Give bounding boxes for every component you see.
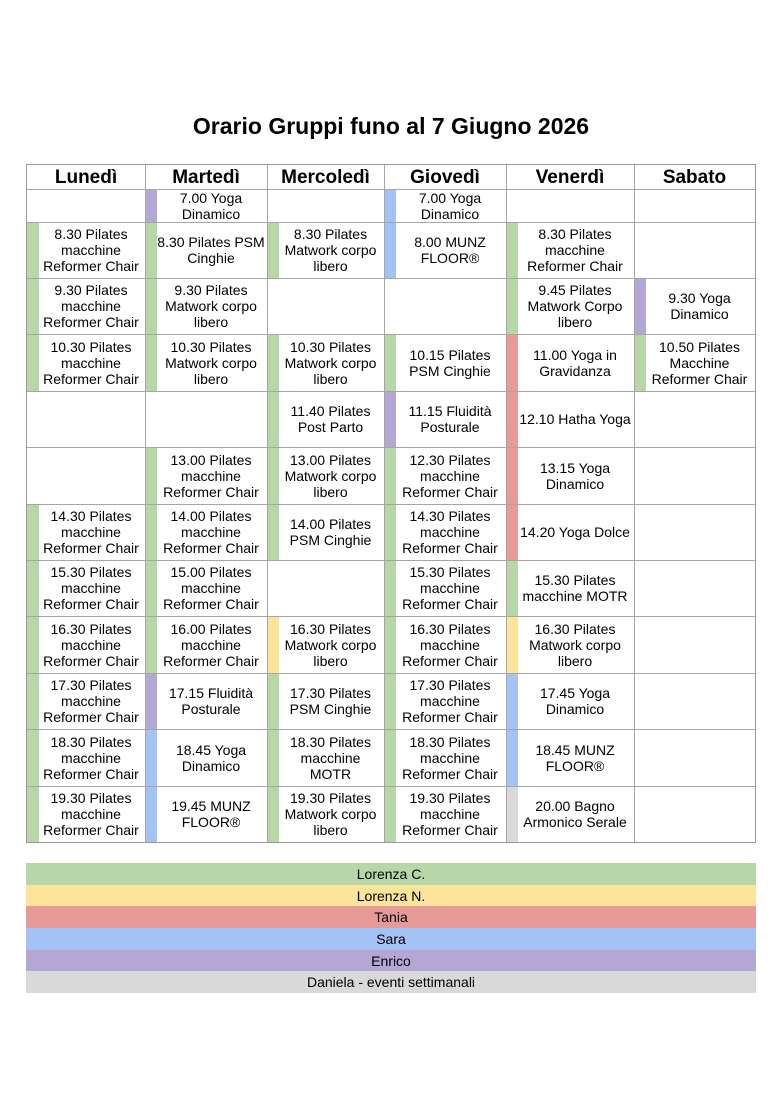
instructor-color-stripe — [384, 189, 396, 222]
row-divider — [27, 189, 755, 190]
class-label: 15.30 Pilates macchine Reformer Chair — [43, 564, 139, 612]
class-slot — [506, 222, 634, 278]
instructor-color-stripe — [27, 504, 39, 560]
class-label: 7.00 Yoga Dinamico — [418, 189, 482, 222]
instructor-color-stripe — [145, 334, 157, 391]
class-slot — [506, 673, 634, 729]
class-label: 11.40 Pilates Post Parto — [290, 403, 371, 435]
day-header: Lunedì — [54, 166, 118, 188]
instructor-color-stripe — [145, 673, 157, 729]
instructor-color-stripe — [384, 673, 396, 729]
instructor-color-stripe — [145, 447, 157, 504]
instructor-color-stripe — [145, 504, 157, 560]
instructor-color-stripe — [145, 560, 157, 616]
instructor-color-stripe — [506, 278, 518, 334]
row-divider — [27, 729, 755, 730]
class-label: 16.30 Pilates macchine Reformer Chair — [43, 620, 139, 669]
class-slot — [145, 786, 267, 842]
class-label: 10.15 Pilates PSM Cinghie — [409, 346, 491, 379]
instructor-color-stripe — [145, 222, 157, 278]
instructor-color-stripe — [27, 616, 39, 673]
class-slot — [634, 278, 755, 334]
instructor-color-stripe — [384, 391, 396, 447]
legend-item: Enrico — [26, 950, 756, 972]
instructor-color-stripe — [506, 786, 518, 842]
class-label: 18.30 Pilates macchine MOTR — [290, 733, 371, 782]
legend-item: Lorenza N. — [26, 885, 756, 907]
class-label: 16.00 Pilates macchine Reformer Chair — [163, 620, 259, 669]
day-header: Martedì — [172, 166, 240, 188]
row-divider — [27, 560, 755, 561]
instructor-color-stripe — [506, 673, 518, 729]
instructor-color-stripe — [267, 222, 279, 278]
row-divider — [27, 334, 755, 335]
class-slot — [384, 786, 506, 842]
class-label: 17.30 Pilates macchine Reformer Chair — [402, 677, 498, 725]
row-divider — [27, 391, 755, 392]
class-slot — [384, 616, 506, 673]
class-slot — [506, 278, 634, 334]
class-slot — [506, 729, 634, 786]
class-slot — [27, 673, 145, 729]
class-label: 17.30 Pilates PSM Cinghie — [289, 685, 372, 717]
class-slot — [145, 222, 267, 278]
class-slot — [506, 504, 634, 560]
instructor-color-stripe — [267, 447, 279, 504]
instructor-color-stripe — [506, 729, 518, 786]
class-slot — [267, 447, 384, 504]
day-header: Venerdì — [535, 166, 605, 188]
row-divider — [27, 447, 755, 448]
legend-item: Tania — [26, 906, 756, 928]
class-label: 14.00 Pilates PSM Cinghie — [289, 516, 372, 548]
class-slot — [384, 447, 506, 504]
class-slot — [384, 189, 506, 222]
class-slot — [267, 391, 384, 447]
instructor-color-stripe — [27, 222, 39, 278]
class-slot — [506, 786, 634, 842]
instructor-color-stripe — [506, 447, 518, 504]
instructor-color-stripe — [506, 391, 518, 447]
page-title: Orario Gruppi funo al 7 Giugno 2026 — [192, 113, 590, 139]
class-label: 11.15 Fluidità Posturale — [408, 403, 492, 435]
class-slot — [27, 334, 145, 391]
instructor-color-stripe — [27, 560, 39, 616]
class-label: 8.30 Pilates Matwork corpo libero — [284, 226, 377, 274]
class-label: 8.00 MUNZ FLOOR® — [414, 234, 486, 266]
instructor-color-stripe — [27, 729, 39, 786]
class-slot — [145, 278, 267, 334]
day-header: Giovedì — [410, 166, 480, 188]
class-slot — [145, 673, 267, 729]
class-label: 9.30 Pilates Matwork corpo libero — [165, 282, 257, 330]
class-label: 16.30 Pilates Matwork corpo libero — [284, 620, 377, 669]
class-label: 16.30 Pilates macchine Reformer Chair — [402, 620, 498, 669]
class-slot — [384, 673, 506, 729]
class-label: 10.50 Pilates Macchine Reformer Chair — [651, 338, 748, 387]
row-divider — [27, 786, 755, 787]
class-slot — [27, 560, 145, 616]
instructor-color-stripe — [506, 334, 518, 391]
class-slot — [145, 504, 267, 560]
class-label: 20.00 Bagno Armonico Serale — [523, 798, 627, 830]
instructor-color-stripe — [27, 278, 39, 334]
class-slot — [267, 729, 384, 786]
class-slot — [384, 334, 506, 391]
instructor-color-stripe — [145, 729, 157, 786]
class-label: 13.15 Yoga Dinamico — [539, 459, 611, 492]
class-slot — [506, 447, 634, 504]
class-slot — [27, 616, 145, 673]
day-header: Mercoledì — [281, 166, 370, 188]
instructor-color-stripe — [506, 616, 518, 673]
row-divider — [27, 673, 755, 674]
instructor-color-stripe — [384, 786, 396, 842]
class-label: 17.30 Pilates macchine Reformer Chair — [43, 677, 139, 725]
legend-item: Daniela - eventi settimanali — [26, 971, 756, 993]
legend-item: Sara — [26, 928, 756, 950]
class-slot — [506, 334, 634, 391]
day-header: Sabato — [662, 166, 727, 188]
class-label: 10.30 Pilates macchine Reformer Chair — [43, 338, 139, 387]
class-slot — [267, 334, 384, 391]
class-label: 19.30 Pilates macchine Reformer Chair — [43, 790, 139, 838]
class-label: 7.00 Yoga Dinamico — [179, 189, 243, 222]
instructor-color-stripe — [384, 560, 396, 616]
instructor-color-stripe — [27, 334, 39, 391]
instructor-color-stripe — [267, 391, 279, 447]
class-slot — [267, 616, 384, 673]
instructor-color-stripe — [384, 616, 396, 673]
class-label: 9.30 Pilates macchine Reformer Chair — [43, 282, 139, 330]
class-slot — [27, 786, 145, 842]
class-label: 18.30 Pilates macchine Reformer Chair — [43, 733, 139, 782]
instructor-color-stripe — [384, 222, 396, 278]
instructor-color-stripe — [145, 189, 157, 222]
class-slot — [27, 729, 145, 786]
row-divider — [27, 616, 755, 617]
class-label: 11.00 Yoga in Gravidanza — [533, 346, 617, 379]
class-label: 10.30 Pilates Matwork corpo libero — [284, 338, 377, 387]
class-label: 17.15 Fluidità Posturale — [168, 685, 254, 717]
schedule-table — [26, 164, 756, 843]
instructor-color-stripe — [145, 278, 157, 334]
class-label: 18.45 MUNZ FLOOR® — [535, 741, 615, 774]
class-slot — [145, 334, 267, 391]
instructor-color-stripe — [267, 504, 279, 560]
class-label: 15.30 Pilates macchine MOTR — [522, 572, 628, 604]
instructor-legend — [26, 863, 756, 993]
class-label: 18.45 Yoga Dinamico — [175, 741, 247, 774]
instructor-color-stripe — [384, 504, 396, 560]
class-label: 19.30 Pilates Matwork corpo libero — [284, 790, 377, 838]
class-slot — [506, 616, 634, 673]
class-label: 12.10 Hatha Yoga — [519, 411, 631, 427]
class-label: 12.30 Pilates macchine Reformer Chair — [402, 451, 498, 500]
legend-item: Lorenza C. — [26, 863, 756, 885]
class-slot — [384, 560, 506, 616]
class-label: 8.30 Pilates macchine Reformer Chair — [43, 226, 139, 274]
class-slot — [145, 729, 267, 786]
instructor-color-stripe — [267, 786, 279, 842]
class-slot — [145, 560, 267, 616]
class-slot — [267, 786, 384, 842]
class-slot — [27, 504, 145, 560]
class-slot — [267, 222, 384, 278]
instructor-color-stripe — [634, 334, 646, 391]
class-label: 19.30 Pilates macchine Reformer Chair — [402, 790, 498, 838]
class-slot — [506, 560, 634, 616]
instructor-color-stripe — [384, 334, 396, 391]
class-slot — [27, 222, 145, 278]
class-label: 18.30 Pilates macchine Reformer Chair — [402, 733, 498, 782]
class-label: 19.45 MUNZ FLOOR® — [171, 798, 251, 830]
class-slot — [145, 447, 267, 504]
class-label: 17.45 Yoga Dinamico — [539, 685, 611, 717]
class-label: 16.30 Pilates Matwork corpo libero — [529, 620, 621, 669]
class-label: 15.30 Pilates macchine Reformer Chair — [402, 564, 498, 612]
class-label: 13.00 Pilates macchine Reformer Chair — [163, 451, 259, 500]
class-label: 14.20 Yoga Dolce — [520, 524, 630, 540]
row-divider — [27, 504, 755, 505]
class-slot — [267, 504, 384, 560]
instructor-color-stripe — [634, 278, 646, 334]
class-label: 9.45 Pilates Matwork Corpo libero — [527, 282, 623, 330]
instructor-color-stripe — [384, 447, 396, 504]
class-label: 13.00 Pilates Matwork corpo libero — [284, 451, 377, 500]
row-divider — [27, 278, 755, 279]
instructor-color-stripe — [267, 334, 279, 391]
class-slot — [384, 729, 506, 786]
instructor-color-stripe — [506, 504, 518, 560]
instructor-color-stripe — [267, 616, 279, 673]
instructor-color-stripe — [27, 786, 39, 842]
instructor-color-stripe — [267, 729, 279, 786]
instructor-color-stripe — [267, 673, 279, 729]
class-slot — [384, 222, 506, 278]
class-label: 14.00 Pilates macchine Reformer Chair — [163, 508, 259, 556]
class-slot — [27, 278, 145, 334]
class-slot — [145, 189, 267, 222]
instructor-color-stripe — [506, 222, 518, 278]
class-label: 10.30 Pilates Matwork corpo libero — [165, 338, 257, 387]
class-slot — [267, 673, 384, 729]
instructor-color-stripe — [384, 729, 396, 786]
instructor-color-stripe — [145, 616, 157, 673]
row-divider — [27, 222, 755, 223]
instructor-color-stripe — [27, 673, 39, 729]
class-slot — [384, 504, 506, 560]
class-slot — [145, 616, 267, 673]
class-label: 8.30 Pilates PSM Cinghie — [157, 234, 265, 266]
class-label: 15.00 Pilates macchine Reformer Chair — [163, 564, 259, 612]
class-slot — [634, 334, 755, 391]
class-slot — [506, 391, 634, 447]
class-label: 9.30 Yoga Dinamico — [668, 290, 731, 322]
instructor-color-stripe — [145, 786, 157, 842]
class-slot — [384, 391, 506, 447]
class-label: 14.30 Pilates macchine Reformer Chair — [402, 508, 498, 556]
class-label: 14.30 Pilates macchine Reformer Chair — [43, 508, 139, 556]
instructor-color-stripe — [506, 560, 518, 616]
class-label: 8.30 Pilates macchine Reformer Chair — [527, 226, 623, 274]
